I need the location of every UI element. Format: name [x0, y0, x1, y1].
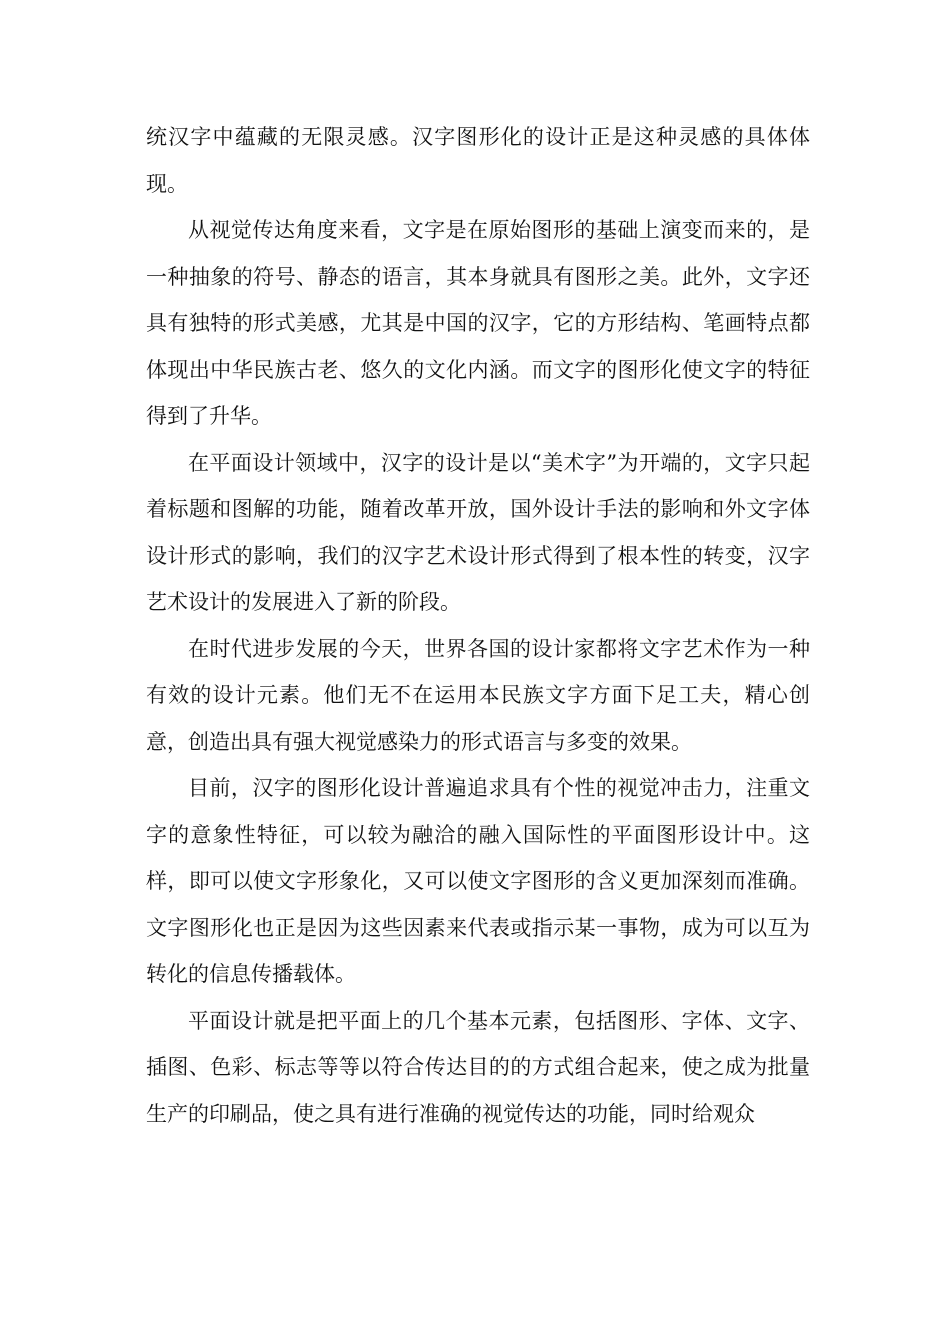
- paragraph-world-designers: 在时代进步发展的今天，世界各国的设计家都将文字艺术作为一种有效的设计元素。他们无不在运用本民族文字方面下足工夫，精心创意，创造出具有强大视觉感染力的形式语言与多变的效果。: [146, 636, 810, 754]
- paragraph-visual-communication: 从视觉传达角度来看，文字是在原始图形的基础上演变而来的，是一种抽象的符号、静态的语言，其本身就具有图形之美。此外，文字还具有独特的形式美感，尤其是中国的汉字，它的方形结构、笔画特点都体现出中华民族古老、悠久的文化内涵。而文字的图形化使文字的特征得到了升华。: [146, 218, 810, 428]
- paragraph-continuation: 统汉字中蕴藏的无限灵感。汉字图形化的设计正是这种灵感的具体体现。: [146, 125, 810, 196]
- body-text: [146, 114, 810, 1137]
- paragraph-graphic-design-field: 在平面设计领域中，汉字的设计是以“美术字”为开端的，文字只起着标题和图解的功能，随着改革开放，国外设计手法的影响和外文字体设计形式的影响，我们的汉字艺术设计形式得到了根本性的转变，汉字艺术设计的发展进入了新的阶段。: [146, 450, 810, 614]
- paragraph-current-trend: 目前，汉字的图形化设计普遍追求具有个性的视觉冲击力，注重文字的意象性特征，可以较为融洽的融入国际性的平面图形设计中。这样，即可以使文字形象化，又可以使文字图形的含义更加深刻而准确。文字图形化也正是因为这些因素来代表或指示某一事物，成为可以互为转化的信息传播载体。: [146, 776, 810, 986]
- paragraph-graphic-design-definition: 平面设计就是把平面上的几个基本元素，包括图形、字体、文字、插图、色彩、标志等等以符合传达目的的方式组合起来，使之成为批量生产的印刷品，使之具有进行准确的视觉传达的功能，同时给观众: [146, 1008, 810, 1126]
